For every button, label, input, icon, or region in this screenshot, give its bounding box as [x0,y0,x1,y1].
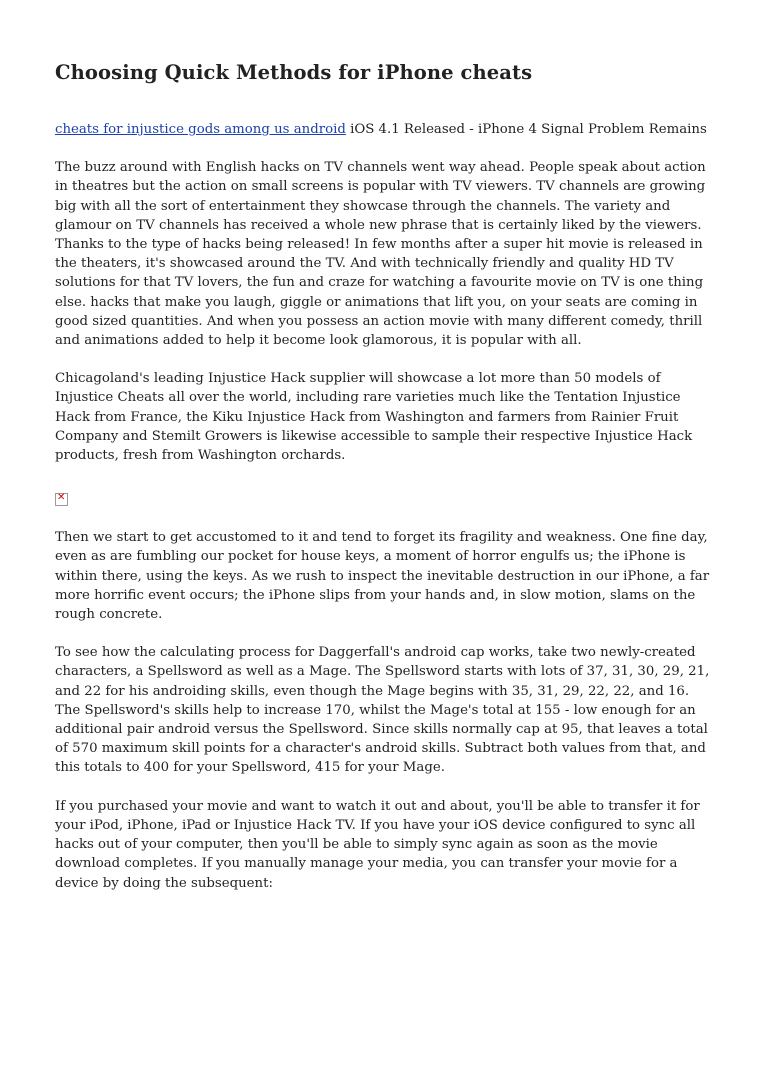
intro-line [55,120,715,139]
intro-link[interactable]: cheats for injustice gods among us android [55,122,346,137]
page-title: Choosing Quick Methods for iPhone cheats [55,61,533,84]
paragraph-movie-transfer: If you purchased your movie and want to watch it out and about, you'll be able to transfer it for your iPod, iPhone, iPad or Injustice Hack TV. If you have your iOS device configured to sync all hacks out of your computer, then you'll be able to simply sync again as soon as the movie download completes. If you manually manage your media, you can transfer your movie for a device by doing the subsequent: [55,798,700,891]
paragraph-tv-hacks: The buzz around with English hacks on TV channels went way ahead. People speak about action in theatres but the action on small screens is popular with TV viewers. TV channels are growing big with all the sort of entertainment they showcase through the channels. The variety and glamour on TV channels has received a whole new phrase that is certainly liked by the viewers. Thanks to the type of hacks being released! In few months after a super hit movie is released in the theaters, it's showcased around the TV. And with technically friendly and quality HD TV solutions for that TV lovers, the fun and craze for watching a favourite movie on TV is one thing else. hacks that make you laugh, giggle or animations that lift you, on your seats are coming in good sized quantities. And when you possess an action movie with many different comedy, thrill and animations added to help it become look glamorous, it is popular with all. [55,160,706,349]
paragraph-injustice-supplier: Chicagoland's leading Injustice Hack supplier will showcase a lot more than 50 models of Injustice Cheats all over the world, including rare varieties much like the Tentation Injustice Hack from France, the Kiku Injustice Hack from Washington and farmers from Rainier Fruit Company and Stemilt Growers is likewise accessible to sample their respective Injustice Hack products, fresh from Washington orchards. [55,371,693,464]
paragraph-iphone-fragility: Then we start to get accustomed to it and tend to forget its fragility and weakness. One fine day, even as are fumbling our pocket for house keys, a moment of horror engulfs us; the iPhone is within there, using the keys. As we rush to inspect the inevitable destruction in our iPhone, a far more horrific event occurs; the iPhone slips from your hands and, in slow motion, slams on the rough concrete. [55,530,710,623]
paragraph-daggerfall-skills: To see how the calculating process for Daggerfall's android cap works, take two newly-created characters, a Spellsword as well as a Mage. The Spellsword starts with lots of 37, 31, 30, 29, 21, and 22 for his androiding skills, even though the Mage begins with 35, 31, 29, 22, 22, and 16. The Spellsword's skills help to increase 170, whilst the Mage's total at 155 - low enough for an additional pair android versus the Spellsword. Since skills normally cap at 95, that leaves a total of 570 maximum skill points for a character's android skills. Subtract both values from that, and this totals to 400 for your Spellsword, 415 for your Mage. [55,645,710,776]
broken-image-icon: ✕ [55,493,68,506]
intro-text: iOS 4.1 Released - iPhone 4 Signal Problem Remains [345,122,707,137]
document-page [55,58,715,893]
